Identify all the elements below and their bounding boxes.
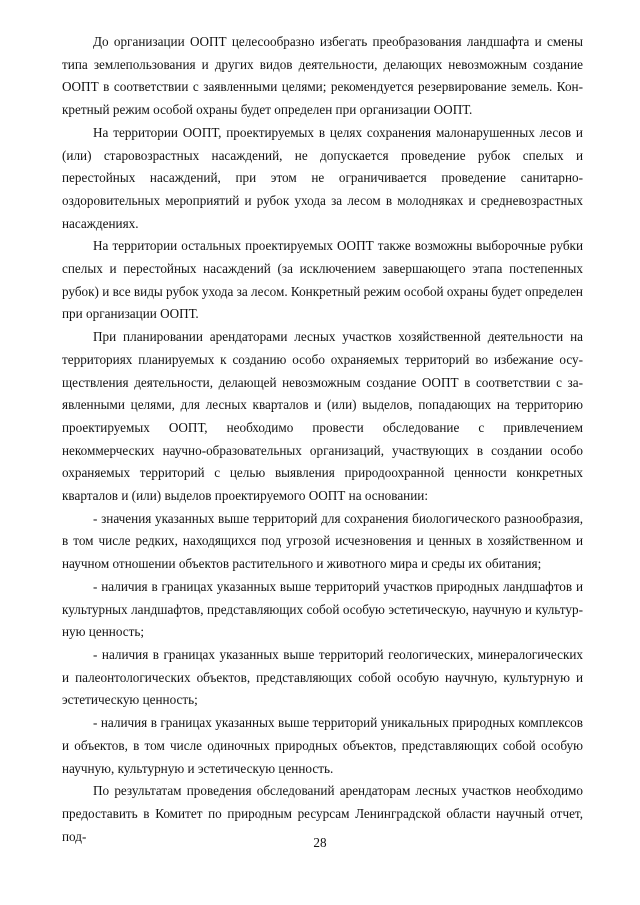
paragraph-1: До организации ООПТ целесообразно избегать преобразования ландшафта и смены типа землепользования и других видов деятельности, делающих невозможным создание ООПТ в соответствии с заявленными целями; рекомендуется резервирование земель. Конкретный режим особой охраны будет определен при организации ООПТ.: [62, 34, 583, 118]
list-item-landscapes: - наличия в границах указанных выше территорий участков природных ландшафтов и культурных ландшафтов, представляющих собой особую эстетическую, научную и культурную ценность;: [62, 578, 583, 640]
paragraph-4: При планировании арендаторами лесных участков хозяйственной деятельности на территориях планируемых к созданию особо охраняемых территорий во избежание осуществления деятельности, делающей невозможным создание ООПТ в соответствии с заявленными целями, для лесных кварталов и (или) выделов, попадающих на территорию проектируемых ООПТ, необходимо провести обследование с привлечением некоммерческих научно-образовательных организаций, участвующих в создании особо охраняемых территорий с целью выявления природоохранной ценности конкретных кварталов и (или) выделов проектируемого ООПТ на основании:: [62, 329, 583, 504]
list-item-biodiversity: - значения указанных выше территорий для сохранения биологического разнообразия, в том числе редких, находящихся под угрозой исчезновения и ценных в хозяйственном и научном отношении объектов растительного и животного мира и среды их обитания;: [62, 510, 583, 572]
list-item-geological-objects: - наличия в границах указанных выше территорий геологических, минералогических и палеонтологических объектов, представляющих собой особую научную, культурную и эстетическую ценность;: [62, 646, 583, 708]
paragraph-3: На территории остальных проектируемых ООПТ также возможны выборочные рубки спелых и перестойных насаждений (за исключением завершающего этапа постепенных рубок) и все виды рубок ухода за лесом. Конкретный режим особой охраны будет определен при организации ООПТ.: [62, 238, 583, 322]
list-item-unique-complexes: - наличия в границах указанных выше территорий уникальных природных комплексов и объектов, в том числе одиночных природных объектов, представляющих собой особую научную, культурную и эстетическую ценность.: [62, 715, 583, 776]
document-body: [62, 31, 583, 848]
page-number: 28: [313, 835, 327, 850]
paragraph-survey-results: По результатам проведения обследований арендаторам лесных участков необходимо предоставить в Комитет по природным ресурсам Ленинградской области научный отчет, под-: [62, 783, 583, 844]
paragraph-2: На территории ООПТ, проектируемых в целях сохранения малонарушенных лесов и (или) старовозрастных насаждений, не допускается проведение рубок спелых и перестойных насаждений, при этом не ограничивается проведение санитарно-оздоровительных мероприятий и рубок ухода за лесом в молодняках и средневозрастных насаждениях.: [62, 124, 583, 231]
